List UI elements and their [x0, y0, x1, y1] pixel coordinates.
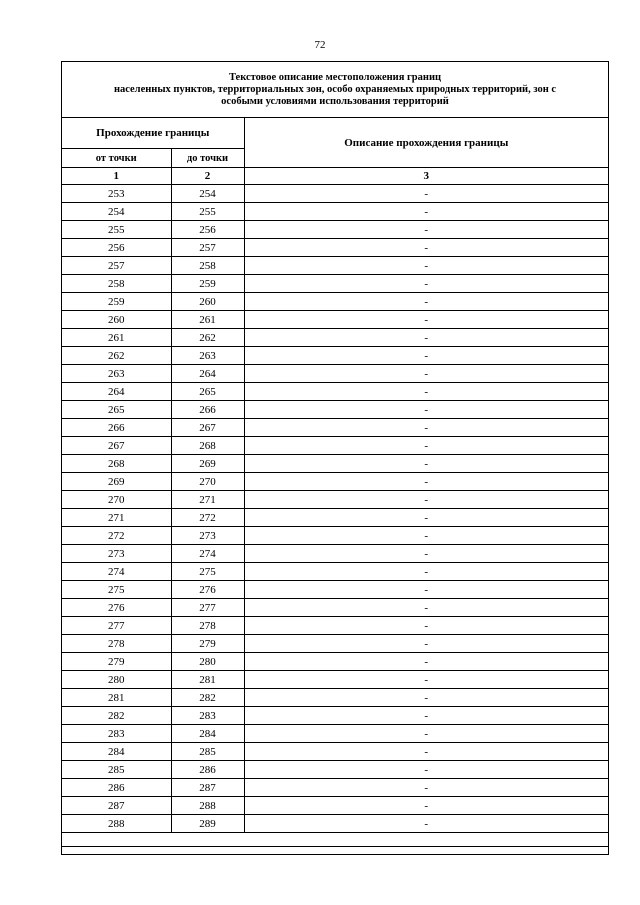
table-row	[62, 671, 608, 689]
header-col-3: 3	[244, 168, 608, 185]
empty-row	[62, 833, 608, 847]
description-cell: -	[244, 725, 608, 743]
description-cell: -	[244, 779, 608, 797]
to-point-cell: 288	[171, 797, 244, 815]
to-point-cell: 275	[171, 563, 244, 581]
description-cell: -	[244, 815, 608, 833]
from-point-cell: 254	[62, 203, 171, 221]
to-point-cell: 285	[171, 743, 244, 761]
table-row	[62, 455, 608, 473]
from-point-cell: 266	[62, 419, 171, 437]
description-cell: -	[244, 599, 608, 617]
from-point-cell: 268	[62, 455, 171, 473]
to-point-cell: 284	[171, 725, 244, 743]
from-point-cell: 281	[62, 689, 171, 707]
from-point-cell: 262	[62, 347, 171, 365]
description-cell: -	[244, 653, 608, 671]
title-line-1: Текстовое описание местоположения границ	[228, 71, 442, 83]
header-description: Описание прохождения границы	[244, 118, 608, 168]
table-row	[62, 797, 608, 815]
to-point-cell: 282	[171, 689, 244, 707]
description-cell: -	[244, 383, 608, 401]
to-point-cell: 268	[171, 437, 244, 455]
description-cell: -	[244, 581, 608, 599]
to-point-cell: 277	[171, 599, 244, 617]
title-line-2: населенных пунктов, территориальных зон, особо охраняемых природных территорий, зон с	[113, 83, 557, 95]
description-cell: -	[244, 293, 608, 311]
from-point-cell: 257	[62, 257, 171, 275]
to-point-cell: 258	[171, 257, 244, 275]
table-row	[62, 257, 608, 275]
from-point-cell: 285	[62, 761, 171, 779]
from-point-cell: 272	[62, 527, 171, 545]
description-cell: -	[244, 563, 608, 581]
description-cell: -	[244, 347, 608, 365]
to-point-cell: 269	[171, 455, 244, 473]
to-point-cell: 267	[171, 419, 244, 437]
description-cell: -	[244, 707, 608, 725]
from-point-cell: 256	[62, 239, 171, 257]
table-row	[62, 203, 608, 221]
header-row-passage	[62, 118, 608, 149]
from-point-cell: 265	[62, 401, 171, 419]
to-point-cell: 273	[171, 527, 244, 545]
to-point-cell: 287	[171, 779, 244, 797]
table-row	[62, 815, 608, 833]
description-cell: -	[244, 437, 608, 455]
table-row	[62, 689, 608, 707]
from-point-cell: 273	[62, 545, 171, 563]
table-row	[62, 329, 608, 347]
table-row	[62, 653, 608, 671]
table-row	[62, 185, 608, 203]
from-point-cell: 274	[62, 563, 171, 581]
table-row	[62, 275, 608, 293]
table-row	[62, 563, 608, 581]
table-row	[62, 383, 608, 401]
from-point-cell: 267	[62, 437, 171, 455]
empty-cell	[62, 833, 608, 847]
to-point-cell: 270	[171, 473, 244, 491]
from-point-cell: 275	[62, 581, 171, 599]
to-point-cell: 254	[171, 185, 244, 203]
from-point-cell: 278	[62, 635, 171, 653]
table-row	[62, 599, 608, 617]
description-cell: -	[244, 743, 608, 761]
table-body	[62, 185, 608, 847]
table-row	[62, 491, 608, 509]
header-col-1: 1	[62, 168, 171, 185]
from-point-cell: 276	[62, 599, 171, 617]
to-point-cell: 265	[171, 383, 244, 401]
from-point-cell: 277	[62, 617, 171, 635]
from-point-cell: 269	[62, 473, 171, 491]
table-row	[62, 707, 608, 725]
from-point-cell: 264	[62, 383, 171, 401]
description-cell: -	[244, 671, 608, 689]
description-cell: -	[244, 509, 608, 527]
table-row	[62, 725, 608, 743]
description-cell: -	[244, 401, 608, 419]
table-row	[62, 617, 608, 635]
to-point-cell: 266	[171, 401, 244, 419]
description-cell: -	[244, 635, 608, 653]
table-row	[62, 293, 608, 311]
description-cell: -	[244, 455, 608, 473]
to-point-cell: 261	[171, 311, 244, 329]
table-row	[62, 527, 608, 545]
from-point-cell: 255	[62, 221, 171, 239]
description-cell: -	[244, 689, 608, 707]
from-point-cell: 253	[62, 185, 171, 203]
table-row	[62, 401, 608, 419]
to-point-cell: 280	[171, 653, 244, 671]
table-row	[62, 761, 608, 779]
description-cell: -	[244, 329, 608, 347]
description-cell: -	[244, 419, 608, 437]
table-row	[62, 473, 608, 491]
from-point-cell: 280	[62, 671, 171, 689]
description-cell: -	[244, 761, 608, 779]
to-point-cell: 281	[171, 671, 244, 689]
to-point-cell: 279	[171, 635, 244, 653]
to-point-cell: 256	[171, 221, 244, 239]
from-point-cell: 287	[62, 797, 171, 815]
from-point-cell: 284	[62, 743, 171, 761]
table-row	[62, 545, 608, 563]
boundary-table	[62, 118, 608, 847]
table-row	[62, 365, 608, 383]
to-point-cell: 278	[171, 617, 244, 635]
description-cell: -	[244, 545, 608, 563]
to-point-cell: 271	[171, 491, 244, 509]
description-cell: -	[244, 221, 608, 239]
table-row	[62, 635, 608, 653]
to-point-cell: 259	[171, 275, 244, 293]
from-point-cell: 258	[62, 275, 171, 293]
from-point-cell: 259	[62, 293, 171, 311]
description-cell: -	[244, 617, 608, 635]
header-col-2: 2	[171, 168, 244, 185]
from-point-cell: 282	[62, 707, 171, 725]
description-cell: -	[244, 797, 608, 815]
to-point-cell: 283	[171, 707, 244, 725]
description-cell: -	[244, 257, 608, 275]
table-row	[62, 311, 608, 329]
description-cell: -	[244, 527, 608, 545]
boundary-description-sheet	[61, 61, 609, 855]
to-point-cell: 272	[171, 509, 244, 527]
header-passage: Прохождение границы	[62, 118, 244, 149]
from-point-cell: 288	[62, 815, 171, 833]
document-title	[62, 62, 608, 118]
description-cell: -	[244, 365, 608, 383]
to-point-cell: 274	[171, 545, 244, 563]
to-point-cell: 260	[171, 293, 244, 311]
to-point-cell: 264	[171, 365, 244, 383]
to-point-cell: 276	[171, 581, 244, 599]
description-cell: -	[244, 311, 608, 329]
to-point-cell: 289	[171, 815, 244, 833]
table-row	[62, 743, 608, 761]
header-to-point: до точки	[171, 149, 244, 168]
from-point-cell: 283	[62, 725, 171, 743]
header-from-point: от точки	[62, 149, 171, 168]
page-number: 72	[314, 39, 326, 51]
from-point-cell: 263	[62, 365, 171, 383]
to-point-cell: 263	[171, 347, 244, 365]
description-cell: -	[244, 473, 608, 491]
table-row	[62, 581, 608, 599]
to-point-cell: 255	[171, 203, 244, 221]
from-point-cell: 286	[62, 779, 171, 797]
description-cell: -	[244, 275, 608, 293]
description-cell: -	[244, 203, 608, 221]
from-point-cell: 260	[62, 311, 171, 329]
from-point-cell: 270	[62, 491, 171, 509]
table-row	[62, 221, 608, 239]
table-row	[62, 419, 608, 437]
table-row	[62, 509, 608, 527]
from-point-cell: 271	[62, 509, 171, 527]
from-point-cell: 261	[62, 329, 171, 347]
table-row	[62, 347, 608, 365]
to-point-cell: 257	[171, 239, 244, 257]
from-point-cell: 279	[62, 653, 171, 671]
to-point-cell: 262	[171, 329, 244, 347]
to-point-cell: 286	[171, 761, 244, 779]
header-row-numbers	[62, 168, 608, 185]
title-line-3: особыми условиями использования территорий	[221, 95, 449, 107]
table-row	[62, 437, 608, 455]
description-cell: -	[244, 491, 608, 509]
table-row	[62, 239, 608, 257]
table-row	[62, 779, 608, 797]
description-cell: -	[244, 185, 608, 203]
description-cell: -	[244, 239, 608, 257]
